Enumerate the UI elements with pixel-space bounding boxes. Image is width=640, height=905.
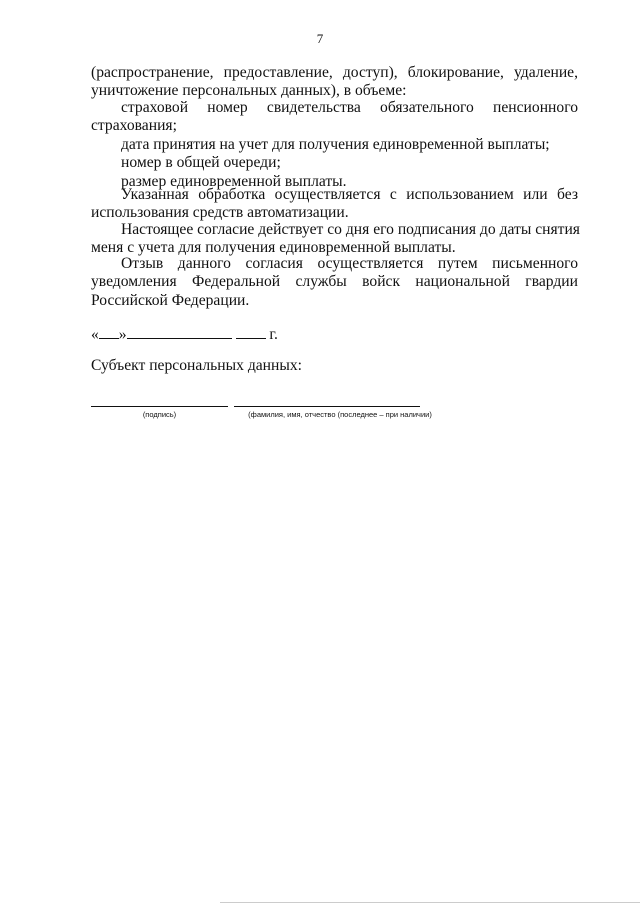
paragraph-line: использования средств автоматизации. — [91, 204, 349, 222]
signature-caption: (подпись) — [142, 410, 177, 419]
paragraph-line: Российской Федерации. — [91, 291, 250, 309]
subject-label: Субъект персональных данных: — [91, 357, 302, 374]
list-item: размер единовременной выплаты. — [121, 172, 347, 190]
paragraph-line: Настоящее согласие действует со дня его подписания до даты снятия — [121, 221, 580, 238]
month-blank[interactable] — [127, 324, 232, 339]
paragraph-line: уведомления Федеральной службы войск национальной гвардии — [91, 273, 578, 291]
list-item: дата принятия на учет для получения единовременной выплаты; — [121, 135, 550, 153]
date-field — [91, 324, 278, 344]
data-items-list — [91, 99, 578, 191]
paragraph-validity — [91, 221, 578, 258]
full-name-line[interactable] — [234, 406, 420, 407]
paragraph-line: (распространение, предоставление, доступ), блокирование, удаление, — [91, 64, 578, 81]
year-blank[interactable] — [236, 324, 266, 339]
list-item: страховой номер свидетельства обязательного пенсионного — [121, 99, 578, 116]
day-blank[interactable] — [99, 324, 119, 339]
paragraph-line: уничтожение персональных данных), в объеме: — [91, 82, 407, 100]
page-number: 7 — [316, 31, 324, 46]
date-close-quote: » — [118, 326, 127, 343]
list-item: страхования; — [91, 117, 177, 135]
list-item: номер в общей очереди; — [121, 154, 281, 172]
full-name-caption: (фамилия, имя, отчество (последнее – при наличии) — [248, 410, 432, 419]
date-open-quote: « — [91, 326, 99, 343]
paragraph-line: Указанная обработка осуществляется с использованием или без — [121, 186, 578, 203]
signature-line[interactable] — [91, 406, 228, 407]
paragraph-revocation — [91, 255, 578, 310]
paragraph-line: меня с учета для получения единовременной выплаты. — [91, 239, 456, 257]
paragraph-automation — [91, 186, 578, 223]
paragraph-line: Отзыв данного согласия осуществляется путем письменного — [121, 255, 578, 272]
scan-edge-line — [220, 902, 640, 903]
year-suffix: г. — [269, 326, 278, 343]
paragraph-processing-actions — [91, 64, 578, 101]
